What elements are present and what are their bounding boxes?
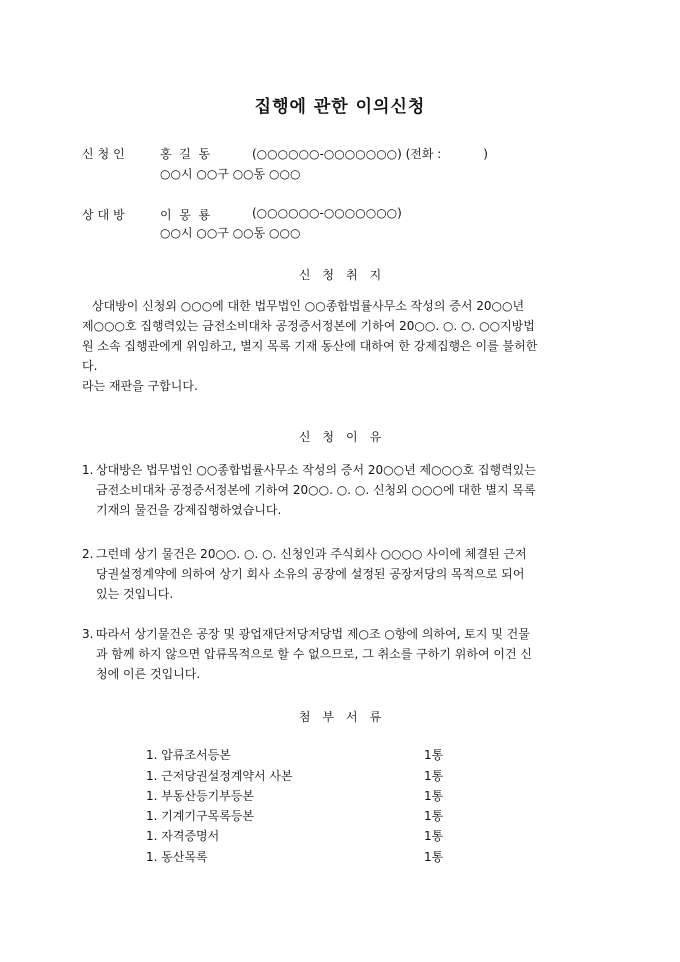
reasons-heading: 신청이유 <box>298 430 394 444</box>
reason-number: 2. <box>82 547 94 561</box>
attachment-qty: 1통 <box>424 829 444 843</box>
reason-number: 1. <box>82 463 94 477</box>
document-title: 집행에 관한 이의신청 <box>254 97 426 117</box>
reason-line: 그런데 상기 물건은 20○○. ○. ○. 신청인과 주식회사 ○○○○ 사이에 체결된 근저 <box>96 547 527 561</box>
attachment-name: 1. 근저당권설정계약서 사본 <box>146 769 293 783</box>
respondent-id: (○○○○○○-○○○○○○○) <box>252 206 402 220</box>
attachment-qty: 1통 <box>424 809 444 823</box>
reason-item-2 <box>82 544 602 604</box>
attachment-name: 1. 부동산등기부등본 <box>146 789 255 803</box>
attachment-qty: 1통 <box>424 789 444 803</box>
reason-line: 금전소비대차 공정증서정본에 기하여 20○○. ○. ○. 신청외 ○○○에 대한 별지 목록 <box>96 483 536 497</box>
reason-line: 과 함께 하지 않으면 압류목적으로 할 수 없으므로, 그 취소를 구하기 위하여 이건 신 <box>96 647 532 661</box>
purpose-line: 라는 재판을 구합니다. <box>82 379 198 393</box>
attachment-qty: 1통 <box>424 748 444 762</box>
attachment-row <box>146 767 446 787</box>
reason-line: 청에 이른 것입니다. <box>96 667 201 681</box>
purpose-line: 다. <box>82 359 98 373</box>
purpose-heading: 신청취지 <box>298 268 394 282</box>
purpose-line: 원 소속 집행관에게 위임하고, 별지 목록 기재 동산에 대하여 한 강제집행은 이를 불허한 <box>82 339 538 353</box>
respondent-label: 상대방 <box>82 208 129 222</box>
attachment-name: 1. 압류조서등본 <box>146 748 231 762</box>
reason-item-3 <box>82 624 602 684</box>
attachment-row <box>146 787 446 807</box>
attachment-name: 1. 자격증명서 <box>146 829 220 843</box>
attachment-row <box>146 827 446 847</box>
applicant-address: ○○시 ○○구 ○○동 ○○○ <box>160 167 301 181</box>
reason-line: 당권설정계약에 의하여 상기 회사 소유의 공장에 설정된 공장저당의 목적으로 되어 <box>96 567 525 581</box>
attachment-qty: 1통 <box>424 850 444 864</box>
applicant-label: 신청인 <box>82 147 129 161</box>
applicant-name: 홍 길 동 <box>160 147 211 161</box>
purpose-line: 제○○○호 집행력있는 금전소비대차 공정증서정본에 기하여 20○○. ○. ○. ○○지방법 <box>82 319 535 333</box>
attachment-row <box>146 807 446 827</box>
purpose-body <box>82 296 602 396</box>
purpose-line: 상대방이 신청외 ○○○에 대한 법무법인 ○○종합법률사무소 작성의 증서 20○○년 <box>92 299 525 313</box>
attachment-name: 1. 동산목록 <box>146 850 208 864</box>
respondent-name: 이 몽 룡 <box>160 208 211 222</box>
reason-line: 상대방은 법무법인 ○○종합법률사무소 작성의 증서 20○○년 제○○○호 집행력있는 <box>96 463 536 477</box>
attachment-qty: 1통 <box>424 769 444 783</box>
applicant-id-phone: (○○○○○○-○○○○○○○) (전화 : ) <box>252 147 488 161</box>
reason-item-1 <box>82 460 602 520</box>
attachments-heading: 첨부서류 <box>298 710 394 724</box>
reason-line: 따라서 상기물건은 공장 및 광업재단저당저당법 제○조 ○항에 의하여, 토지 및 건물 <box>96 627 530 641</box>
attachment-row <box>146 848 446 868</box>
attachment-name: 1. 기계기구목록등본 <box>146 809 255 823</box>
reason-number: 3. <box>82 627 94 641</box>
respondent-address: ○○시 ○○구 ○○동 ○○○ <box>160 226 301 240</box>
reason-line: 기재의 물건을 강제집행하였습니다. <box>96 503 282 517</box>
attachment-row <box>146 746 446 766</box>
reason-line: 있는 것입니다. <box>96 587 174 601</box>
